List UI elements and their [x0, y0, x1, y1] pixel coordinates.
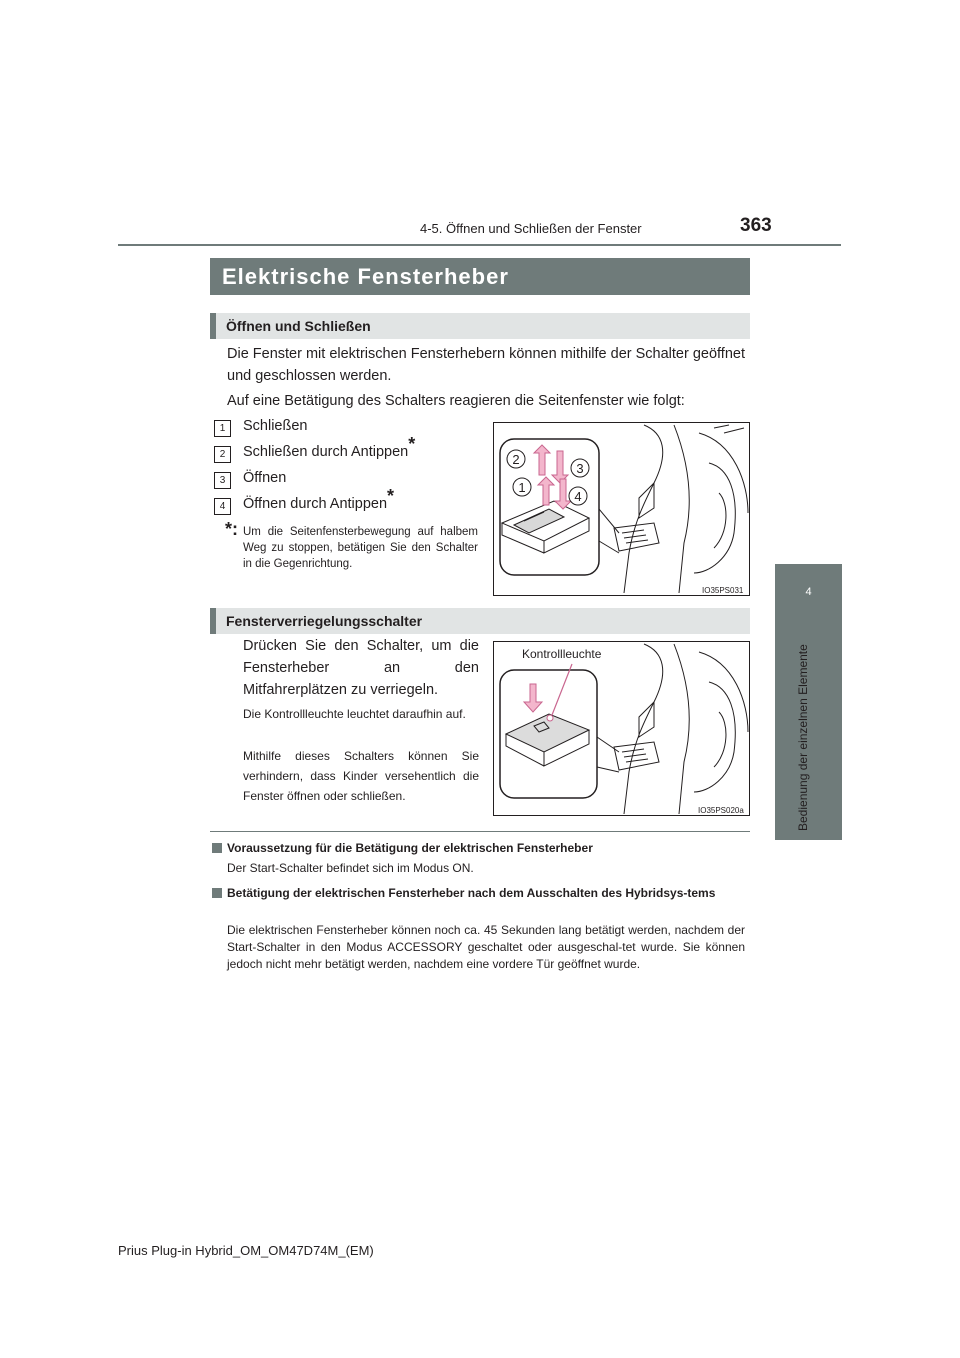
page-number: 363 [740, 215, 772, 236]
section-title-open-close: Öffnen und Schließen [210, 313, 750, 339]
square-bullet-icon [212, 843, 222, 853]
figure-label: 1 [518, 480, 526, 495]
note-body-2: Die elektrischen Fensterheber können noch ca. 45 Sekunden lang betätigt werden, nachdem der Start-Schalter in den Modus ACCESSORY geschaltet oder ausgeschal-tet wurde. Sie können jedoch nicht mehr betätigt werden, nachdem eine vordere Tür geöffnet wurde. [227, 923, 745, 971]
indicator-label: Kontrollleuchte [522, 647, 602, 661]
notes-rule [210, 831, 750, 832]
note-title-text: Betätigung der elektrischen Fensterheber nach dem Ausschalten des Hybridsys-tems [227, 886, 716, 900]
figure-code: IO35PS020a [698, 806, 744, 815]
step-text: Öffnen durch Antippen [243, 496, 388, 512]
figure-label: 2 [512, 452, 520, 467]
step-star: * [408, 434, 416, 455]
footer-doc-id: Prius Plug-in Hybrid_OM_OM47D74M_(EM) [118, 1243, 374, 1258]
lock-subparagraph-1: Die Kontrollleuchte leuchtet daraufhin auf. [243, 707, 466, 721]
lock-subparagraph-2: Mithilfe dieses Schalters können Sie verhindern, dass Kinder versehentlich die Fenster öffnen oder schließen. [243, 749, 479, 803]
header-rule [118, 244, 841, 246]
intro-paragraph: Die Fenster mit elektrischen Fensterhebern können mithilfe der Schalter geöffnet und geschlossen werden. [227, 346, 745, 384]
note-body-1: Der Start-Schalter befindet sich im Modus ON. [227, 861, 474, 875]
note-title-2 [210, 885, 750, 902]
step-number: 4 [214, 498, 231, 515]
step-text: Öffnen [243, 470, 287, 486]
step-star: * [387, 486, 395, 507]
step-text: Schließen [243, 418, 308, 434]
chapter-tab-label: Bedienung der einzelnen Elemente [796, 644, 810, 831]
step-2 [214, 434, 484, 466]
footnote-mark: *: [225, 519, 238, 539]
figure-label: 3 [576, 461, 584, 476]
chapter-tab-number: 4 [775, 564, 842, 619]
step-number: 3 [214, 472, 231, 489]
step-number: 1 [214, 420, 231, 437]
note-title-1 [210, 840, 750, 857]
square-bullet-icon [212, 888, 222, 898]
lock-paragraph: Drücken Sie den Schalter, um die Fensterheber an den Mitfahrerplätzen zu verriegeln. [243, 638, 479, 698]
note-title-text: Voraussetzung für die Betätigung der elektrischen Fensterheber [227, 841, 593, 855]
figure-label: 4 [574, 489, 582, 504]
step-number: 2 [214, 446, 231, 463]
section-header: 4-5. Öffnen und Schließen der Fenster [420, 221, 642, 236]
footnote: Um die Seitenfensterbewegung auf halbem Weg zu stoppen, betätigen Sie den Schalter in die Gegenrichtung. [243, 526, 478, 570]
figure-window-lock-switch [493, 641, 750, 816]
step-4 [214, 486, 484, 518]
step-text: Schließen durch Antippen [243, 444, 409, 460]
figure-code: IO35PS031 [702, 586, 744, 595]
window-switch-illustration [494, 423, 749, 595]
main-title: Elektrische Fensterheber [210, 258, 750, 295]
step-1 [214, 418, 484, 440]
lock-switch-illustration [494, 642, 749, 815]
step-3 [214, 470, 484, 492]
section-title-window-lock: Fensterverriegelungsschalter [210, 608, 750, 634]
lead-paragraph: Auf eine Betätigung des Schalters reagieren die Seitenfenster wie folgt: [227, 393, 685, 409]
figure-window-switch [493, 422, 750, 596]
